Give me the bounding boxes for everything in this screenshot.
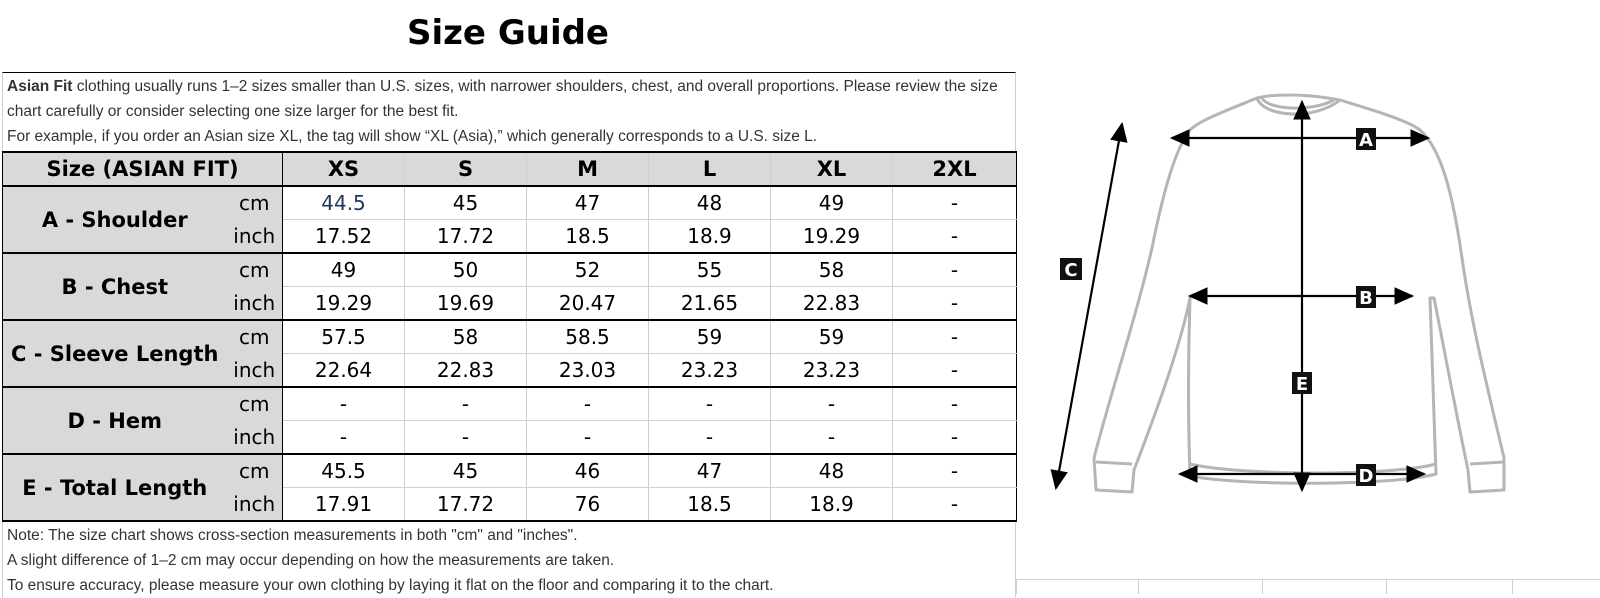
size-header-xl: XL [771,152,893,186]
cell-xl-cm: 59 [771,320,893,354]
cell-xl-cm: 48 [771,454,893,488]
note-line-1: Note: The size chart shows cross-section measurements in both "cm" and "inches". [7,527,578,544]
unit-label: inch [227,220,283,254]
cell-m-inch: - [527,421,649,455]
cell-xl-inch: - [771,421,893,455]
label-d [1356,464,1376,487]
cell-m-inch: 23.03 [527,354,649,388]
size-header-s: S [405,152,527,186]
intro-line-1-text: clothing usually runs 1–2 sizes smaller than U.S. sizes, with narrower shoulders, chest, and overall proportions. Please review the size chart carefully or consider selecting one size larger for the best fit. [7,78,998,120]
label-d-text: D [1358,466,1374,487]
cell-l-inch: 23.23 [649,354,771,388]
cell-m-inch: 20.47 [527,287,649,321]
sheet-grid-tick [1512,580,1513,594]
measurement-label: C - Sleeve Length [3,320,227,387]
label-e-text: E [1295,374,1309,395]
size-header-xs: XS [283,152,405,186]
arrow-c [1056,124,1122,488]
cell-m-cm: - [527,387,649,421]
asian-fit-label: Asian Fit [7,78,73,95]
measurement-label: A - Shoulder [3,186,227,253]
unit-label: inch [227,421,283,455]
cell-2xl-inch: - [893,287,1017,321]
intro-line-1 [7,74,1011,124]
sweatshirt-outline [1094,95,1504,492]
cell-2xl-cm: - [893,253,1017,287]
cell-l-inch: 18.9 [649,220,771,254]
sheet-grid-tick [1138,580,1139,594]
size-table-body [3,186,1017,521]
table-row [3,186,1017,220]
measurement-label: B - Chest [3,253,227,320]
cell-s-cm: - [405,387,527,421]
cell-m-cm: 58.5 [527,320,649,354]
unit-label: cm [227,387,283,421]
size-guide-panel [2,72,1016,598]
size-header-corner: Size (ASIAN FIT) [3,152,283,186]
cell-xl-inch: 22.83 [771,287,893,321]
cell-xl-cm: 58 [771,253,893,287]
cell-l-inch: 21.65 [649,287,771,321]
label-e [1292,372,1312,395]
cell-s-inch: 17.72 [405,488,527,522]
cell-s-cm: 45 [405,186,527,220]
cell-s-inch: - [405,421,527,455]
cell-m-cm: 46 [527,454,649,488]
note-line-3: To ensure accuracy, please measure your own clothing by laying it flat on the floor and comparing it to the chart. [7,577,774,594]
unit-label: inch [227,287,283,321]
cell-l-cm: 59 [649,320,771,354]
cell-2xl-inch: - [893,354,1017,388]
cell-s-inch: 19.69 [405,287,527,321]
note-line-2: A slight difference of 1–2 cm may occur depending on how the measurements are taken. [7,552,615,569]
cell-xs-inch: - [283,421,405,455]
sheet-grid-tick [1262,580,1263,594]
cell-m-cm: 47 [527,186,649,220]
notes [2,522,1016,598]
cell-xs-inch: 17.52 [283,220,405,254]
unit-label: inch [227,488,283,522]
table-row [3,253,1017,287]
cell-xs-cm: 49 [283,253,405,287]
cell-m-cm: 52 [527,253,649,287]
size-header-l: L [649,152,771,186]
cell-l-inch: - [649,421,771,455]
cell-m-inch: 76 [527,488,649,522]
measurement-label: E - Total Length [3,454,227,521]
cell-s-cm: 50 [405,253,527,287]
label-a-text: A [1359,130,1373,151]
cell-l-cm: 48 [649,186,771,220]
size-header-2xl: 2XL [893,152,1017,186]
label-c [1060,258,1082,281]
cell-l-inch: 18.5 [649,488,771,522]
cell-l-cm: - [649,387,771,421]
cell-xs-inch: 17.91 [283,488,405,522]
unit-label: inch [227,354,283,388]
cell-xl-inch: 23.23 [771,354,893,388]
label-a [1356,128,1376,151]
label-b-text: B [1359,288,1373,309]
sheet-grid-tick [1016,580,1017,594]
cell-2xl-inch: - [893,488,1017,522]
cell-s-cm: 58 [405,320,527,354]
intro-line-2: For example, if you order an Asian size XL, the tag will show “XL (Asia),” which generally corresponds to a U.S. size L. [7,128,818,145]
cell-xl-cm: - [771,387,893,421]
sheet-grid-tick [1386,580,1387,594]
cell-m-inch: 18.5 [527,220,649,254]
page-title: Size Guide [407,13,609,53]
cell-xs-inch: 19.29 [283,287,405,321]
cell-l-cm: 47 [649,454,771,488]
cell-xs-inch: 22.64 [283,354,405,388]
unit-label: cm [227,253,283,287]
garment-diagram [1064,88,1552,508]
size-header-row [3,152,1017,186]
size-header-m: M [527,152,649,186]
cell-2xl-cm: - [893,186,1017,220]
unit-label: cm [227,186,283,220]
size-table [2,151,1017,522]
table-row [3,454,1017,488]
cell-xl-inch: 18.9 [771,488,893,522]
cell-xl-inch: 19.29 [771,220,893,254]
measurement-labels [1060,128,1376,487]
label-c-text: C [1064,260,1078,281]
cell-xs-cm: 44.5 [283,186,405,220]
cell-l-cm: 55 [649,253,771,287]
cell-xl-cm: 49 [771,186,893,220]
cell-xs-cm: - [283,387,405,421]
cell-2xl-cm: - [893,320,1017,354]
label-b [1356,286,1376,309]
cell-2xl-cm: - [893,387,1017,421]
table-row [3,320,1017,354]
unit-label: cm [227,454,283,488]
cell-xs-cm: 45.5 [283,454,405,488]
cell-2xl-cm: - [893,454,1017,488]
measurement-label: D - Hem [3,387,227,454]
intro-text [2,72,1016,151]
unit-label: cm [227,320,283,354]
cell-s-inch: 17.72 [405,220,527,254]
cell-s-inch: 22.83 [405,354,527,388]
table-row [3,387,1017,421]
cell-xs-cm: 57.5 [283,320,405,354]
cell-2xl-inch: - [893,220,1017,254]
cell-s-cm: 45 [405,454,527,488]
cell-2xl-inch: - [893,421,1017,455]
